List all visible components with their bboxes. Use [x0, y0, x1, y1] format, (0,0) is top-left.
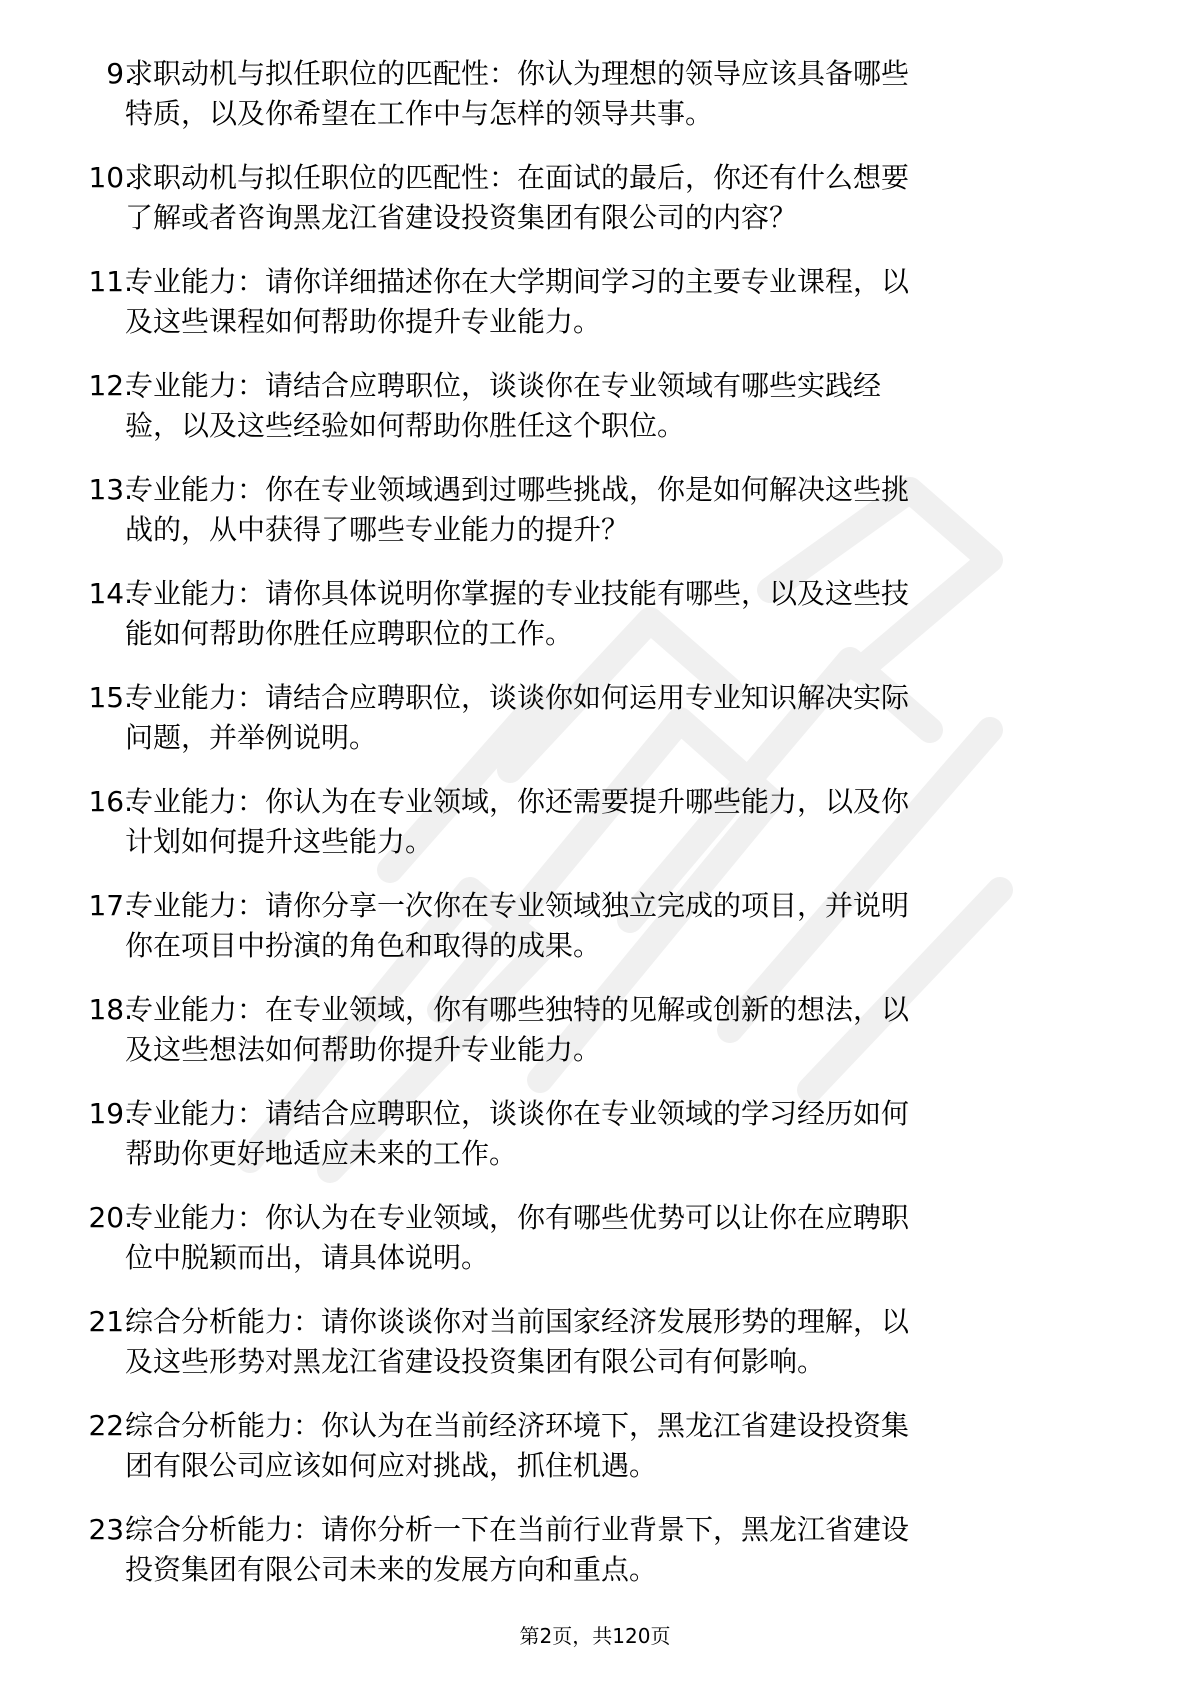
question-item [0, 358, 1190, 462]
question-text-line-1: 综合分析能力：请你谈谈你对当前国家经济发展形势的理解，以 [125, 1305, 910, 1338]
question-text [125, 782, 1105, 862]
question-text-line-2: 及这些课程如何帮助你提升专业能力。 [125, 305, 602, 338]
question-number: 14. [88, 577, 133, 610]
question-text-line-2: 及这些形势对黑龙江省建设投资集团有限公司有何影响。 [125, 1345, 826, 1378]
question-number: 21. [88, 1305, 133, 1338]
question-item [0, 46, 1190, 150]
question-text [125, 1510, 1105, 1590]
question-item [0, 1398, 1190, 1502]
question-text-line-1: 专业能力：你在专业领域遇到过哪些挑战，你是如何解决这些挑 [125, 473, 910, 506]
question-text [125, 1094, 1105, 1174]
question-list [0, 46, 1190, 1606]
question-text-line-1: 专业能力：你认为在专业领域，你有哪些优势可以让你在应聘职 [125, 1201, 910, 1234]
question-item [0, 982, 1190, 1086]
question-text [125, 262, 1105, 342]
question-text-line-2: 位中脱颖而出，请具体说明。 [125, 1241, 490, 1274]
question-text [125, 54, 1105, 134]
question-text-line-1: 专业能力：请你具体说明你掌握的专业技能有哪些，以及这些技 [125, 577, 910, 610]
question-text-line-2: 特质，以及你希望在工作中与怎样的领导共事。 [125, 97, 714, 130]
question-text-line-1: 专业能力：在专业领域，你有哪些独特的见解或创新的想法，以 [125, 993, 910, 1026]
question-text-line-2: 团有限公司应该如何应对挑战，抓住机遇。 [125, 1449, 658, 1482]
question-text-line-2: 验，以及这些经验如何帮助你胜任这个职位。 [125, 409, 686, 442]
question-item [0, 1502, 1190, 1606]
question-item [0, 150, 1190, 254]
question-item [0, 566, 1190, 670]
question-text-line-1: 专业能力：请你详细描述你在大学期间学习的主要专业课程，以 [125, 265, 910, 298]
question-text-line-2: 计划如何提升这些能力。 [125, 825, 434, 858]
question-number: 19. [88, 1097, 133, 1130]
page-footer: 第2页，共120页 [519, 1624, 671, 1648]
question-text-line-1: 求职动机与拟任职位的匹配性：在面试的最后，你还有什么想要 [125, 161, 910, 194]
question-text-line-2: 能如何帮助你胜任应聘职位的工作。 [125, 617, 574, 650]
question-number: 20. [88, 1201, 133, 1234]
question-text-line-2: 你在项目中扮演的角色和取得的成果。 [125, 929, 602, 962]
question-number: 15. [88, 681, 133, 714]
question-text-line-2: 了解或者咨询黑龙江省建设投资集团有限公司的内容？ [125, 201, 798, 234]
question-text-line-2: 战的，从中获得了哪些专业能力的提升？ [125, 513, 630, 546]
question-item [0, 774, 1190, 878]
question-item [0, 1086, 1190, 1190]
question-number: 17. [88, 889, 133, 922]
question-item [0, 1294, 1190, 1398]
question-number: 22. [88, 1409, 133, 1442]
question-text-line-1: 专业能力：请你分享一次你在专业领域独立完成的项目，并说明 [125, 889, 910, 922]
question-text-line-2: 及这些想法如何帮助你提升专业能力。 [125, 1033, 602, 1066]
question-number: 18. [88, 993, 133, 1026]
question-text [125, 470, 1105, 550]
question-text-line-1: 综合分析能力：你认为在当前经济环境下，黑龙江省建设投资集 [125, 1409, 910, 1442]
question-item [0, 254, 1190, 358]
question-text [125, 366, 1105, 446]
question-text [125, 1302, 1105, 1382]
question-number: 13. [88, 473, 133, 506]
question-text-line-2: 帮助你更好地适应未来的工作。 [125, 1137, 518, 1170]
question-text-line-1: 专业能力：请结合应聘职位，谈谈你在专业领域的学习经历如何 [125, 1097, 910, 1130]
question-number: 16. [88, 785, 133, 818]
question-text [125, 1406, 1105, 1486]
question-item [0, 878, 1190, 982]
question-text [125, 678, 1105, 758]
question-text [125, 990, 1105, 1070]
question-text-line-2: 投资集团有限公司未来的发展方向和重点。 [125, 1553, 658, 1586]
question-text-line-1: 专业能力：请结合应聘职位，谈谈你如何运用专业知识解决实际 [125, 681, 910, 714]
question-text-line-1: 专业能力：你认为在专业领域，你还需要提升哪些能力，以及你 [125, 785, 910, 818]
question-text-line-1: 求职动机与拟任职位的匹配性：你认为理想的领导应该具备哪些 [125, 57, 910, 90]
question-number: 12. [88, 369, 133, 402]
question-text-line-1: 综合分析能力：请你分析一下在当前行业背景下，黑龙江省建设 [125, 1513, 910, 1546]
question-item [0, 670, 1190, 774]
question-number: 9. [106, 57, 133, 90]
question-number: 23. [88, 1513, 133, 1546]
question-number: 11. [88, 265, 133, 298]
question-text [125, 886, 1105, 966]
question-text-line-1: 专业能力：请结合应聘职位，谈谈你在专业领域有哪些实践经 [125, 369, 882, 402]
question-text [125, 574, 1105, 654]
question-text [125, 158, 1105, 238]
question-number: 10. [88, 161, 133, 194]
question-item [0, 462, 1190, 566]
question-text [125, 1198, 1105, 1278]
question-item [0, 1190, 1190, 1294]
question-text-line-2: 问题，并举例说明。 [125, 721, 378, 754]
